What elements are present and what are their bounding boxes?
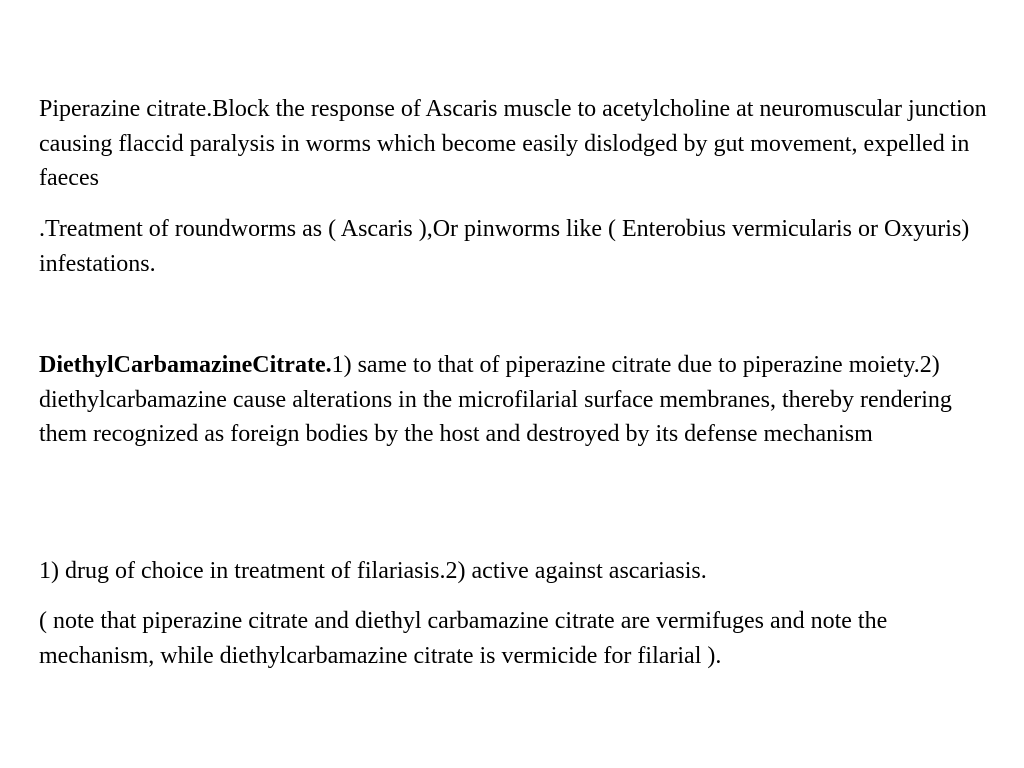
- diethylcarbamazine-heading: DiethylCarbamazineCitrate.: [39, 352, 332, 378]
- diethylcarbamazine-uses-paragraph: 1) drug of choice in treatment of filariasis.2) active against ascariasis.: [39, 558, 707, 584]
- piperazine-mechanism-paragraph: Piperazine citrate.Block the response of Ascaris muscle to acetylcholine at neuromuscular junction causing flaccid paralysis in worms which become easily dislodged by gut movement, expelled in faeces: [39, 96, 987, 191]
- diethylcarbamazine-mechanism-paragraph: [39, 348, 989, 452]
- diethylcarbamazine-mechanism-text: 1) same to that of piperazine citrate due to piperazine moiety.2) diethylcarbamazine cause alterations in the microfilarial surface membranes, thereby rendering them recognized as foreign bodies by the host and destroyed by its defense mechanism: [39, 352, 952, 447]
- note-paragraph: ( note that piperazine citrate and diethyl carbamazine citrate are vermifuges and note the mechanism, while diethylcarbamazine citrate is vermicide for filarial ).: [39, 608, 888, 669]
- piperazine-uses-paragraph: .Treatment of roundworms as ( Ascaris ),Or pinworms like ( Enterobius vermicularis or Oxyuris) infestations.: [39, 216, 970, 277]
